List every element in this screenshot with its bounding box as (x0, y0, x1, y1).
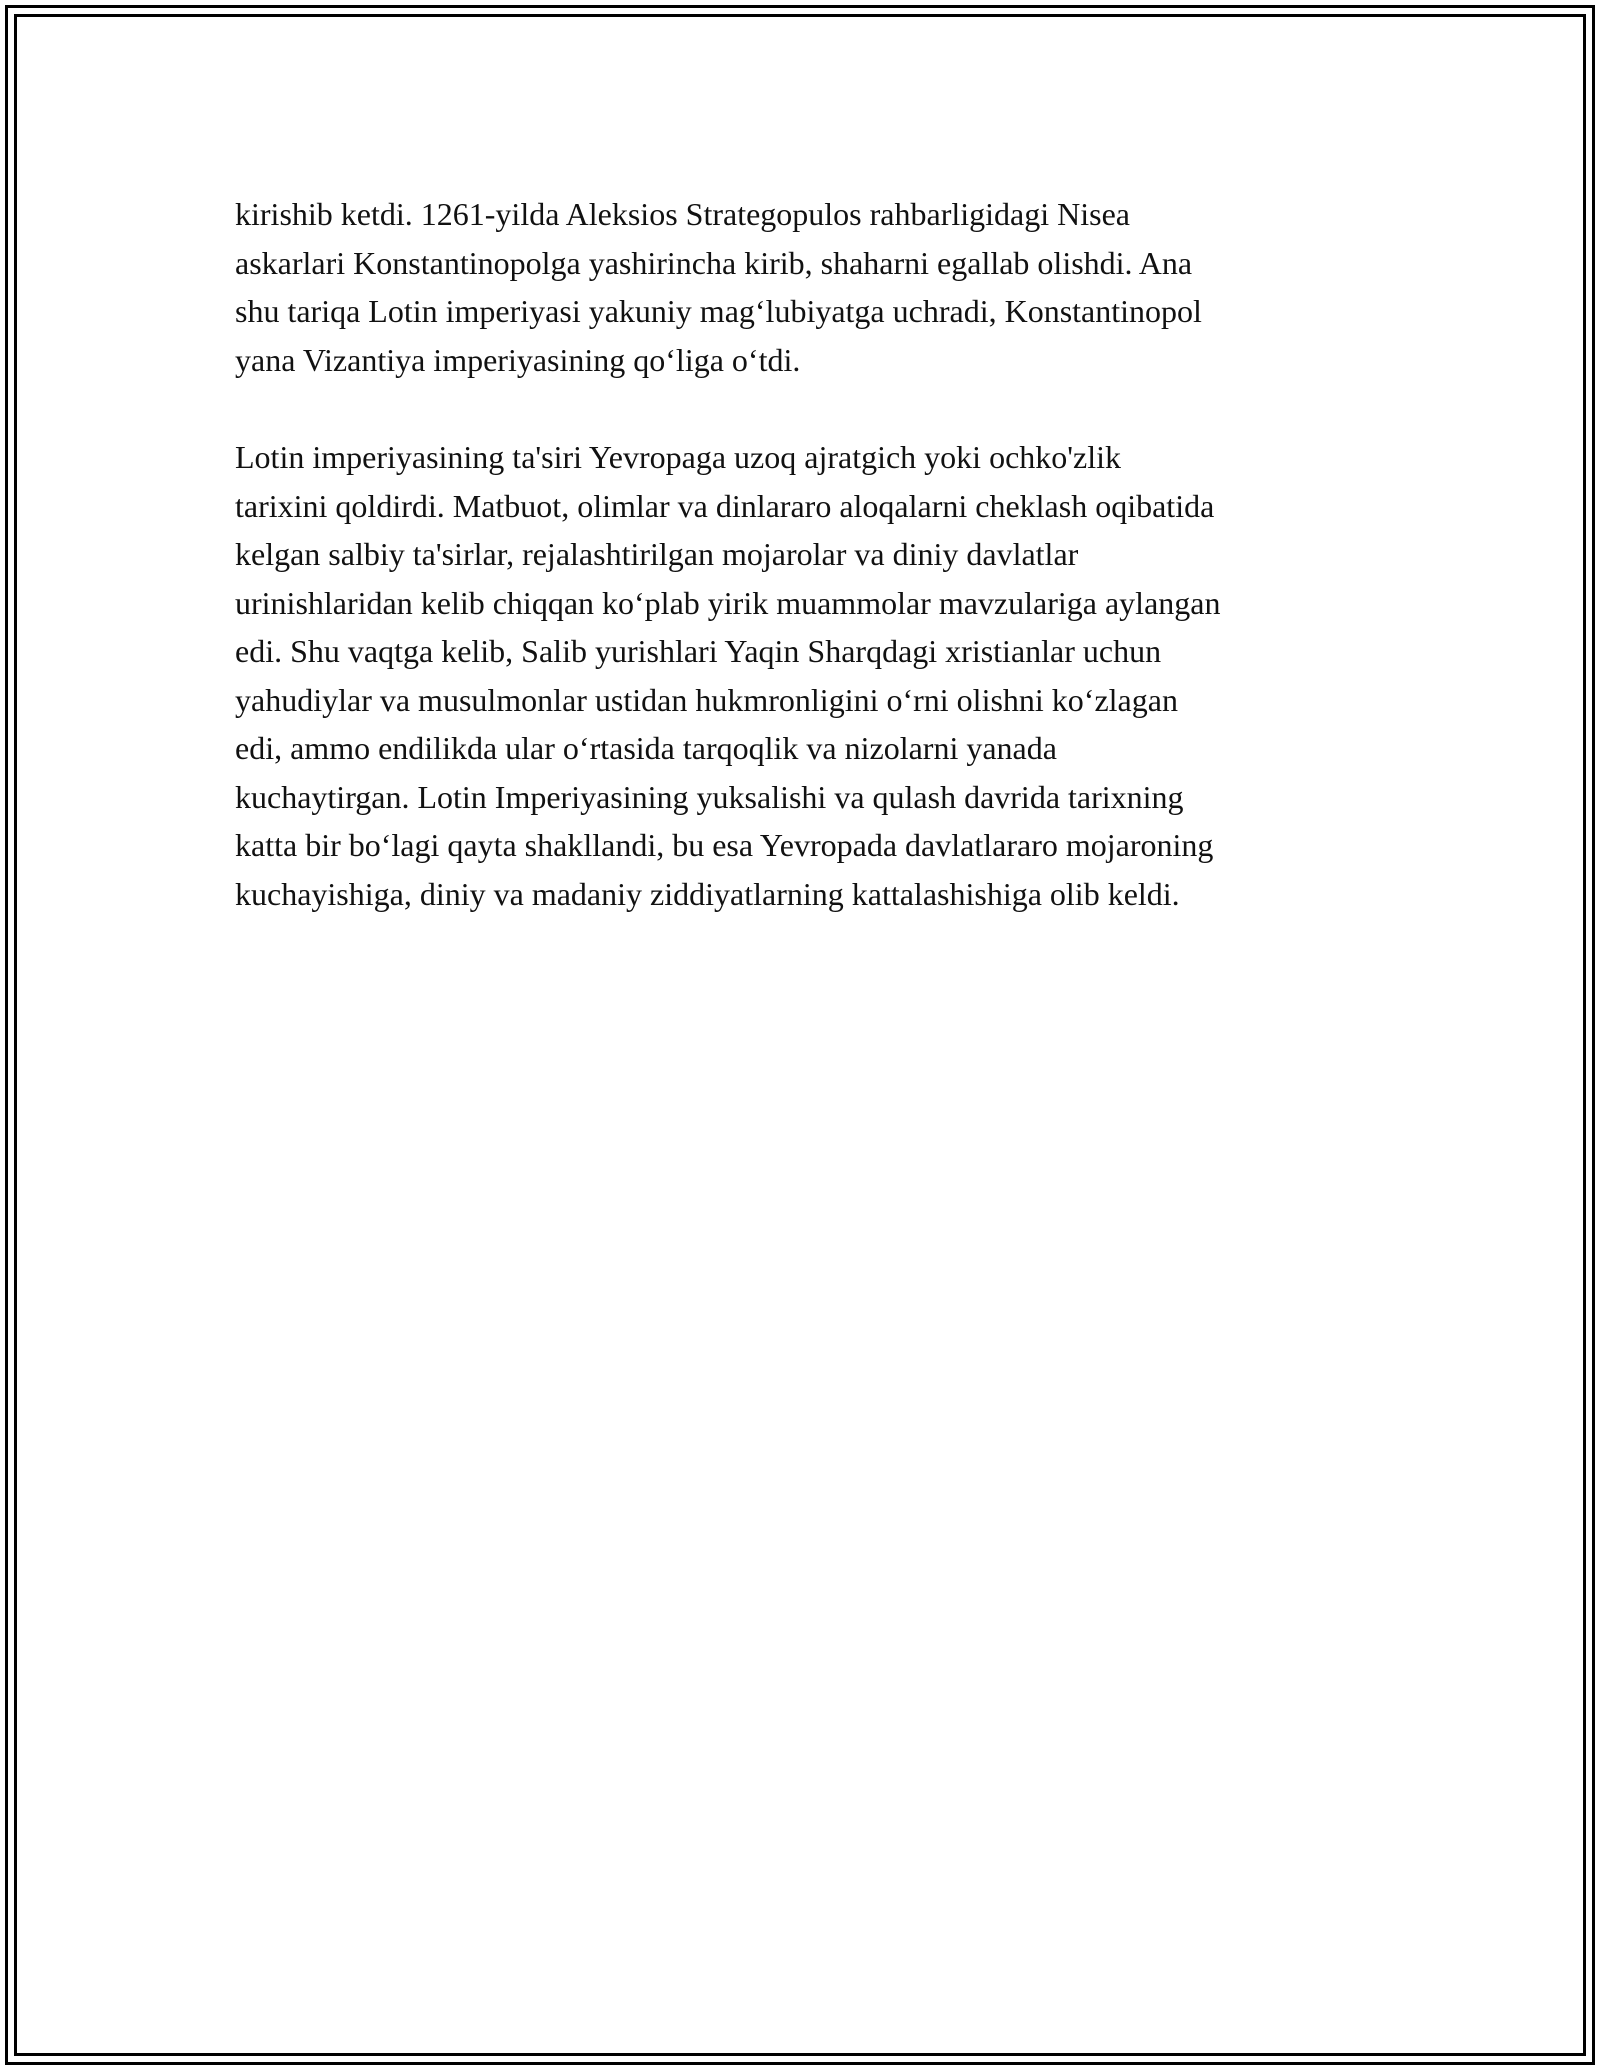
text-line: yana Vizantiya imperiyasining qo‘liga o‘tdi. (235, 341, 801, 378)
paragraph-2 (235, 433, 1385, 918)
text-line: tarixini qoldirdi. Matbuot, olimlar va dinlararo aloqalarni cheklash oqibatida (235, 487, 1215, 524)
text-line: edi, ammo endilikda ular o‘rtasida tarqoqlik va nizolarni yanada (235, 730, 1057, 766)
document-body (235, 190, 1385, 967)
text-line: edi. Shu vaqtga kelib, Salib yurishlari Yaqin Sharqdagi xristianlar uchun (235, 633, 1162, 669)
text-line: yahudiylar va musulmonlar ustidan hukmronligini o‘rni olishni ko‘zlagan (235, 681, 1178, 718)
text-line: kuchayishiga, diniy va madaniy ziddiyatlarning kattalashishiga olib keldi. (235, 875, 1180, 912)
text-line: kirishib ketdi. 1261-yilda Aleksios Strategopulos rahbarligidagi Nisea (235, 196, 1130, 232)
text-line: katta bir bo‘lagi qayta shakllandi, bu esa Yevropada davlatlararo mojaroning (235, 827, 1214, 863)
paragraph-1 (235, 190, 1385, 384)
text-line: Lotin imperiyasining ta'siri Yevropaga uzoq ajratgich yoki ochko'zlik (235, 439, 1122, 475)
text-line: urinishlaridan kelib chiqqan ko‘plab yirik muammolar mavzulariga aylangan (235, 584, 1221, 621)
text-line: kuchaytirgan. Lotin Imperiyasining yuksalishi va qulash davrida tarixning (235, 778, 1184, 815)
text-line: askarlari Konstantinopolga yashirincha kirib, shaharni egallab olishdi. Ana (235, 244, 1193, 281)
text-line: shu tariqa Lotin imperiyasi yakuniy mag‘lubiyatga uchradi, Konstantinopol (235, 293, 1202, 329)
text-line: kelgan salbiy ta'sirlar, rejalashtirilgan mojarolar va diniy davlatlar (235, 536, 1079, 572)
